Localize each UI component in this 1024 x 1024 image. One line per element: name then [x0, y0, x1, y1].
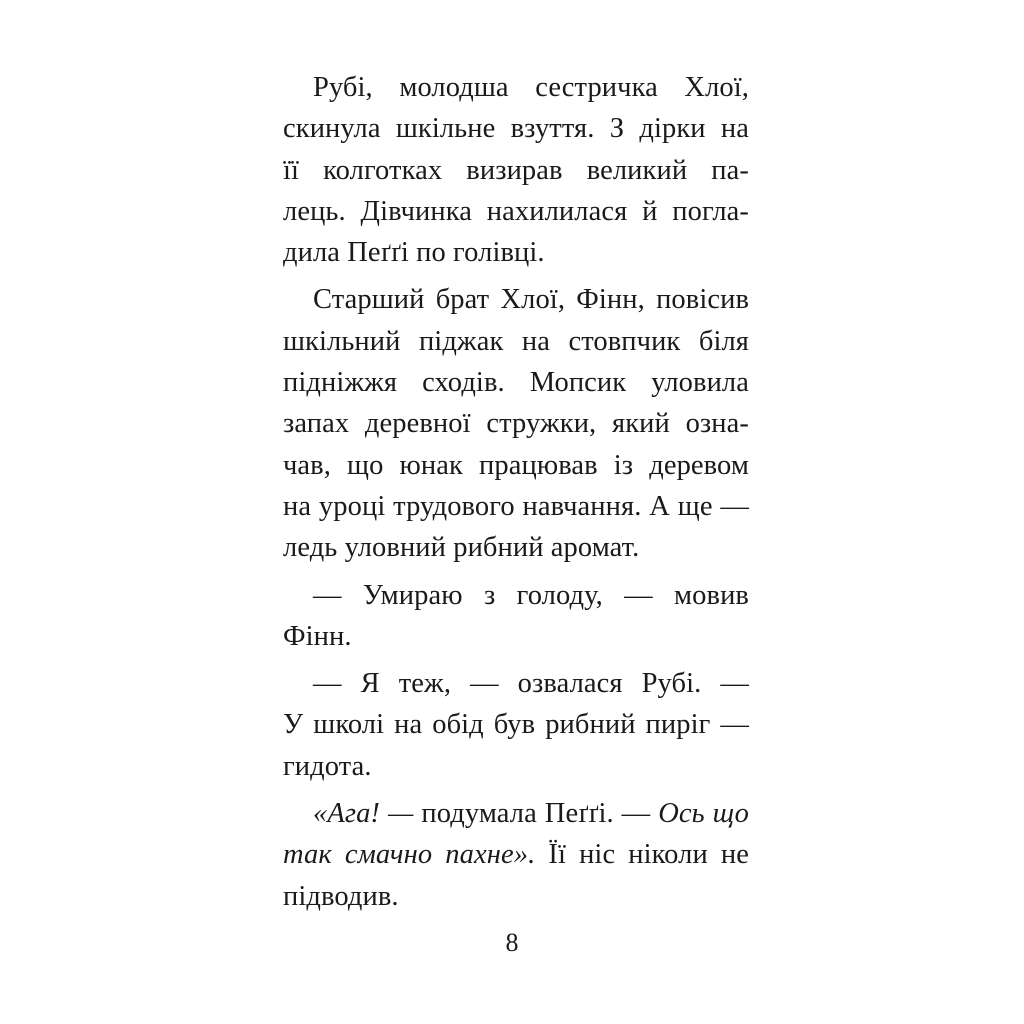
narration: подумала Пеґґі. —	[413, 798, 659, 830]
text-line: гидота.	[283, 750, 372, 782]
text-line: на уроці трудового навчання. А ще —	[283, 490, 749, 522]
text-line: скинула шкільне взуття. З дірки на	[283, 113, 749, 145]
text-line: її колготках визирав великий па-	[283, 154, 749, 186]
text-line: Рубі, молодша сестричка Хлої,	[313, 72, 749, 103]
text-line: підводив.	[283, 880, 399, 912]
text-line: — Я теж, — озвалася Рубі. —	[313, 668, 749, 700]
text-line: чав, що юнак працював із деревом	[283, 449, 749, 481]
narration: Її ніс ніколи не	[535, 839, 749, 871]
text-line: — Умираю з голоду, — мовив	[313, 579, 749, 611]
italic-thought: «Ага! —	[313, 798, 414, 830]
paragraph-4	[283, 663, 749, 787]
paragraph-5	[283, 793, 749, 917]
text-line: підніжжя сходів. Мопсик уловила	[283, 367, 749, 399]
text-line: шкільний піджак на стовпчик біля	[283, 325, 749, 357]
italic-thought: так смачно пахне».	[283, 839, 536, 871]
text-line: запах деревної стружки, який озна-	[283, 408, 749, 440]
italic-thought: Ось що	[658, 798, 749, 830]
text-line	[283, 793, 749, 834]
page-number: 8	[505, 928, 519, 957]
text-line: ледь уловний рибний аромат.	[283, 532, 640, 564]
book-page-text	[283, 67, 749, 917]
paragraph-3	[283, 575, 749, 658]
text-line: У школі на обід був рибний пиріг —	[283, 709, 749, 741]
text-line: дила Пеґґі по голівці.	[283, 237, 545, 269]
text-line	[283, 834, 749, 875]
paragraph-1	[283, 67, 749, 273]
paragraph-2	[283, 279, 749, 568]
text-line: Фінн.	[283, 620, 352, 652]
text-line: лець. Дівчинка нахилилася й погла-	[283, 195, 749, 227]
text-line: Старший брат Хлої, Фінн, повісив	[313, 284, 749, 316]
